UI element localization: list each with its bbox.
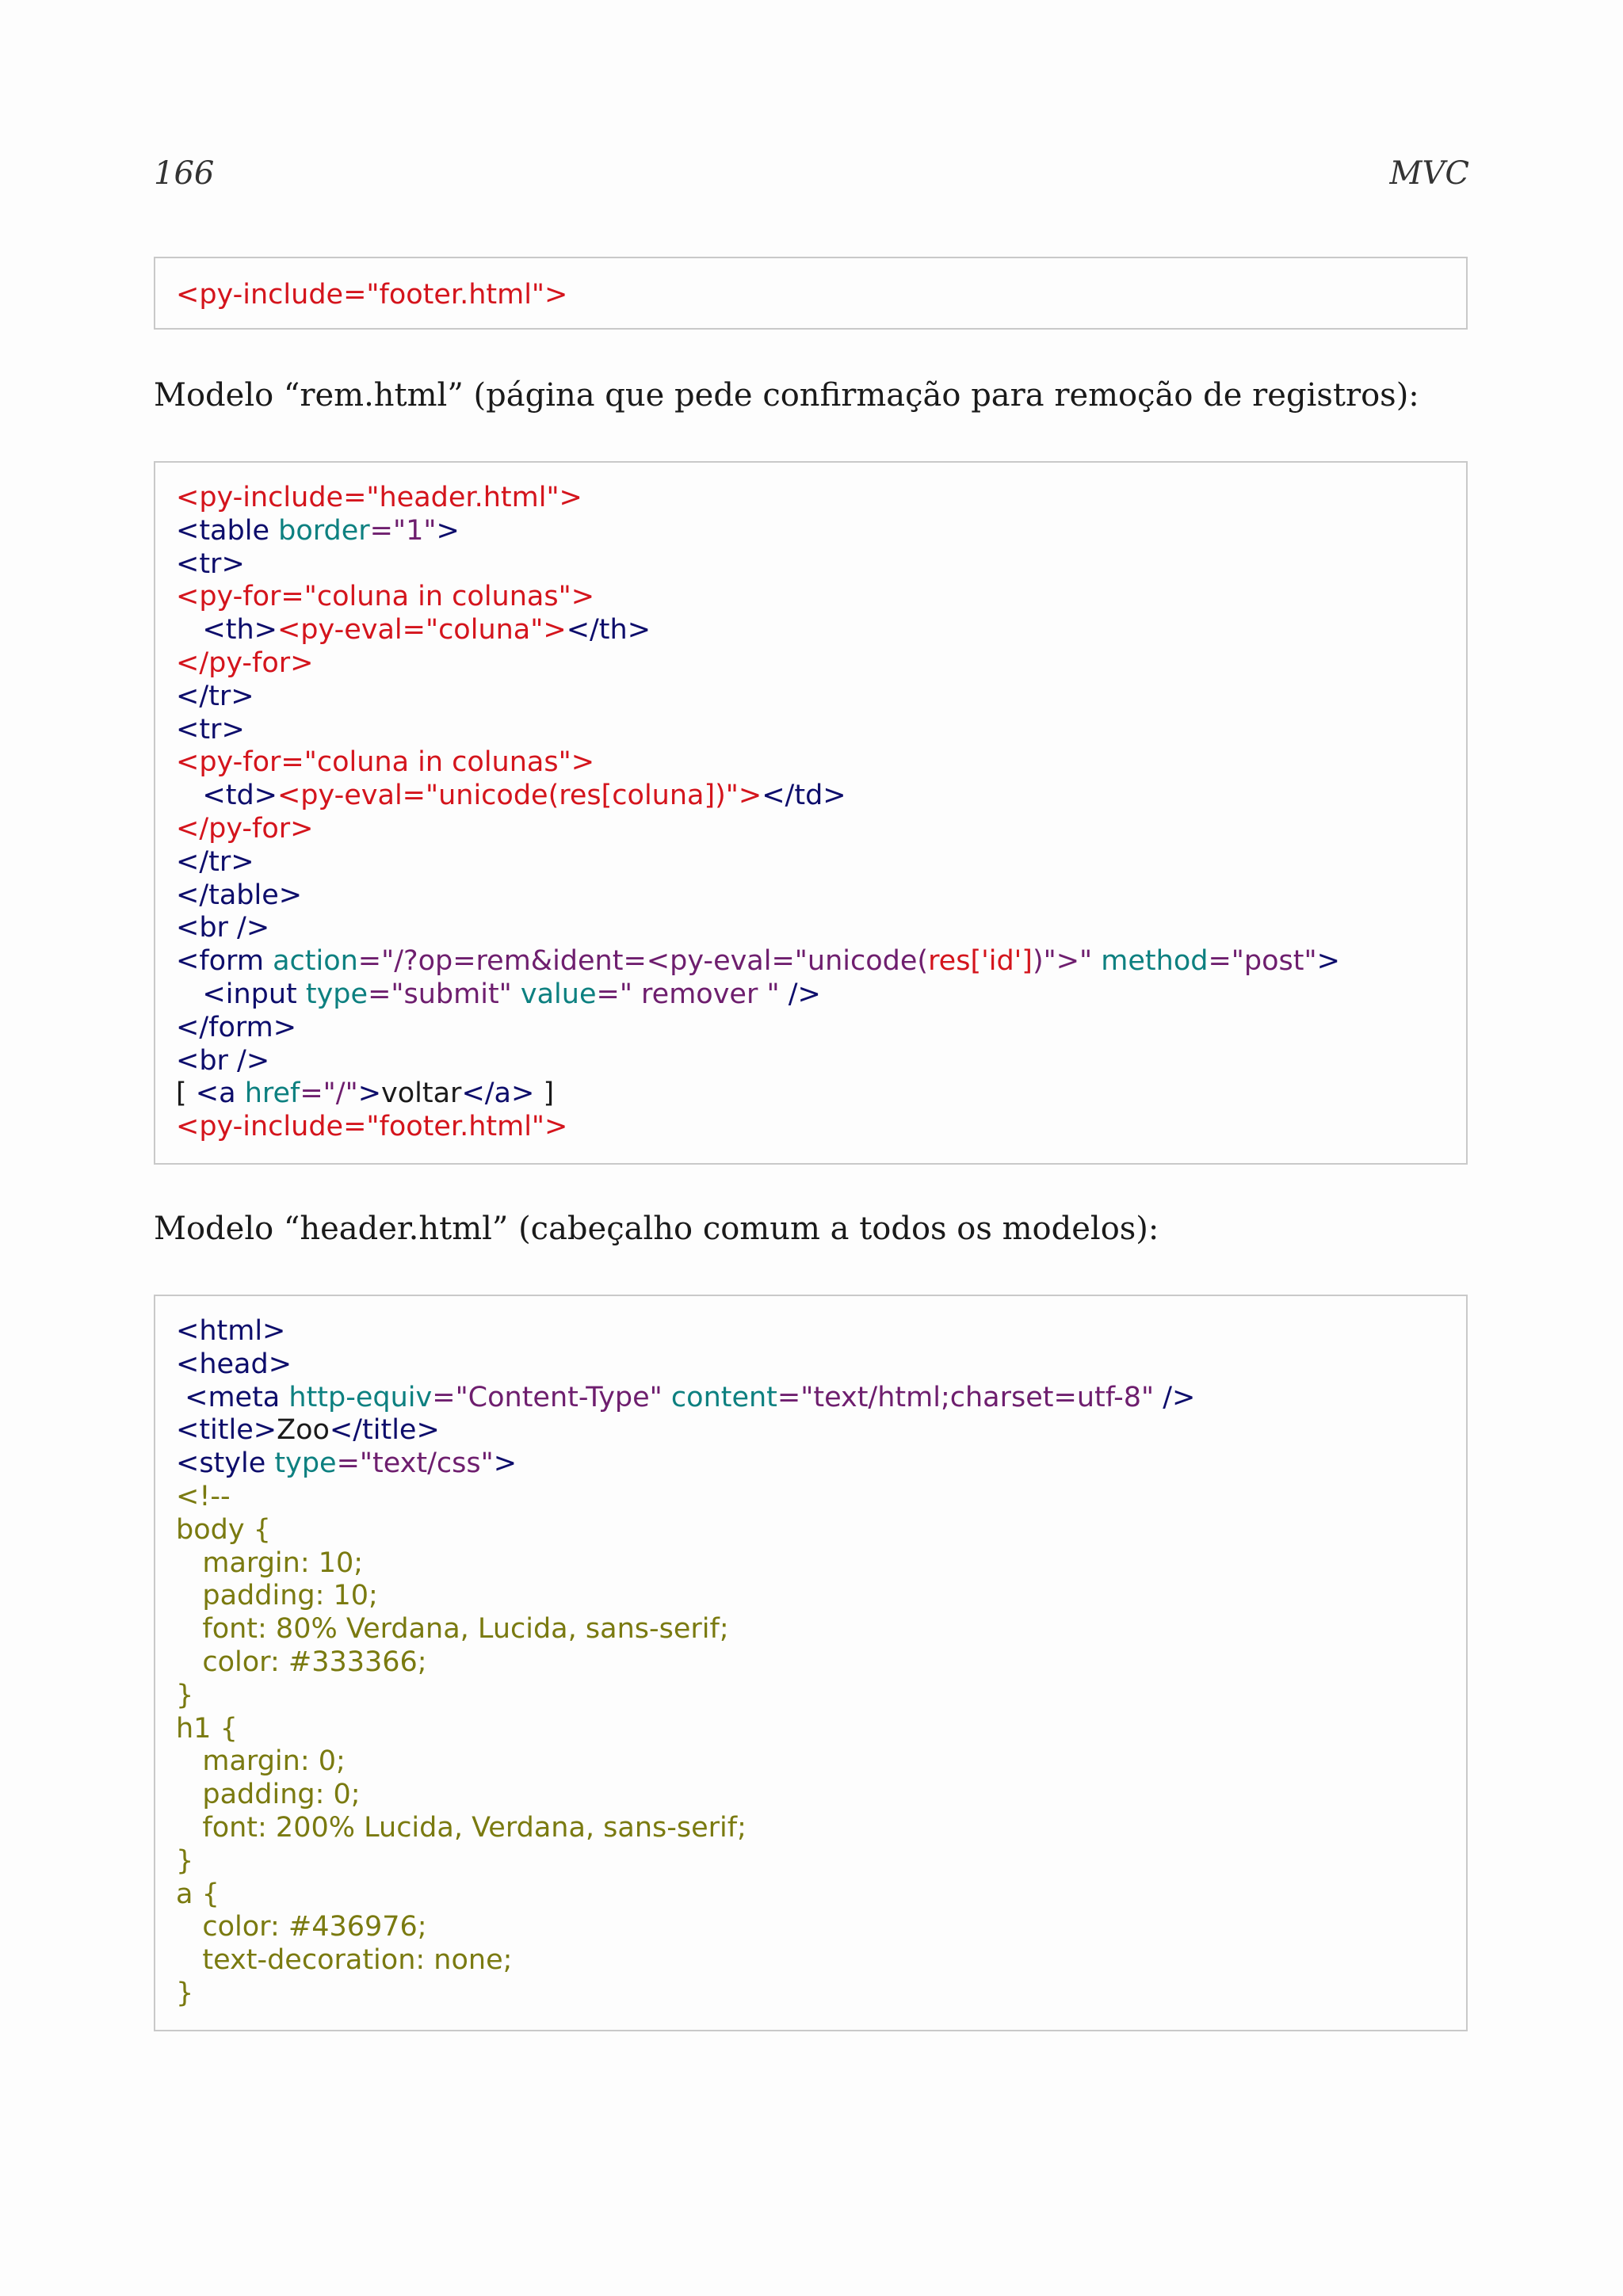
code-token: padding: 10; bbox=[176, 1580, 378, 1612]
code-token: method bbox=[1101, 945, 1209, 978]
code-line bbox=[176, 482, 1466, 515]
code-token: <a bbox=[195, 1077, 245, 1110]
code-token: [ bbox=[176, 1077, 196, 1110]
code-line bbox=[176, 879, 1466, 913]
code-token: =" remover " bbox=[596, 978, 780, 1010]
code-line bbox=[176, 647, 1466, 681]
code-token: ="Content-Type" bbox=[432, 1381, 671, 1413]
code-token: margin: 0; bbox=[176, 1745, 346, 1778]
code-line bbox=[176, 1779, 1466, 1812]
code-line bbox=[176, 1414, 1466, 1447]
code-token: ="text/css" bbox=[336, 1447, 494, 1480]
code-block-rem-html bbox=[154, 461, 1468, 1165]
code-token: <td> bbox=[202, 780, 277, 812]
code-line bbox=[176, 681, 1466, 714]
code-line bbox=[176, 548, 1466, 582]
code-line bbox=[176, 1382, 1466, 1415]
code-line bbox=[176, 813, 1466, 846]
code-token: voltar bbox=[381, 1077, 462, 1110]
code-line bbox=[176, 1447, 1466, 1481]
code-token: ="/" bbox=[300, 1077, 358, 1110]
code-token: <py-include="footer.html"> bbox=[176, 279, 568, 311]
code-line bbox=[176, 945, 1466, 978]
code-token: a { bbox=[176, 1878, 220, 1910]
code-token: text-decoration: none; bbox=[176, 1944, 513, 1977]
code-token: > bbox=[493, 1447, 517, 1480]
code-token: </table> bbox=[176, 879, 303, 911]
caption-rem-html: Modelo “rem.html” (página que pede confirmação para remoção de registros): bbox=[154, 377, 1419, 414]
code-token: <style bbox=[176, 1447, 275, 1480]
code-token: ="/?op=rem&ident=<py-eval="unicode( bbox=[357, 945, 929, 978]
code-token: )">" bbox=[1032, 945, 1093, 978]
code-token: border bbox=[278, 514, 370, 547]
page-number: 166 bbox=[154, 155, 215, 192]
code-token: ="1" bbox=[369, 514, 437, 547]
code-line bbox=[176, 1812, 1466, 1845]
code-token: <meta bbox=[176, 1381, 289, 1413]
code-token bbox=[176, 978, 202, 1010]
code-line bbox=[176, 1012, 1466, 1045]
code-token: margin: 10; bbox=[176, 1547, 364, 1579]
code-token: </py-for> bbox=[176, 812, 314, 845]
code-token: </py-for> bbox=[176, 646, 314, 679]
code-token: } bbox=[176, 1844, 194, 1877]
code-line bbox=[176, 1547, 1466, 1581]
code-token: <tr> bbox=[176, 547, 245, 580]
code-token: /> bbox=[779, 978, 821, 1010]
code-token: </title> bbox=[329, 1414, 440, 1447]
code-token: <py-eval="unicode(res[coluna])"> bbox=[277, 780, 762, 812]
code-token: <py-for="coluna in colunas"> bbox=[176, 746, 595, 779]
code-token: value bbox=[520, 978, 597, 1010]
code-token: ="submit" bbox=[368, 978, 521, 1010]
code-token: type bbox=[305, 978, 369, 1010]
code-line bbox=[176, 780, 1466, 813]
code-token: > bbox=[357, 1077, 382, 1110]
code-block-header-html bbox=[154, 1295, 1468, 2031]
code-token: ] bbox=[534, 1077, 555, 1110]
code-line bbox=[176, 614, 1466, 647]
code-token: <py-eval="coluna"> bbox=[277, 614, 567, 646]
code-token: } bbox=[176, 1977, 194, 2009]
code-line bbox=[176, 1077, 1466, 1111]
code-token: } bbox=[176, 1679, 194, 1711]
code-line bbox=[176, 1745, 1466, 1779]
code-token: <py-include="header.html"> bbox=[176, 482, 582, 513]
code-token: <table bbox=[176, 514, 279, 547]
code-token: <html> bbox=[176, 1315, 286, 1347]
code-token: <head> bbox=[176, 1348, 292, 1380]
code-line bbox=[176, 846, 1466, 879]
code-token: font: 80% Verdana, Lucida, sans-serif; bbox=[176, 1613, 729, 1646]
code-token: > bbox=[436, 514, 460, 547]
code-token: <tr> bbox=[176, 713, 245, 746]
code-token: <title> bbox=[176, 1414, 277, 1447]
code-token: </th> bbox=[566, 614, 651, 646]
code-token bbox=[176, 614, 202, 646]
code-line bbox=[176, 912, 1466, 945]
code-token bbox=[176, 780, 202, 811]
code-token: padding: 0; bbox=[176, 1779, 361, 1811]
code-line bbox=[176, 1045, 1466, 1078]
code-token: res['id'] bbox=[928, 945, 1033, 978]
code-line bbox=[176, 1944, 1466, 1978]
code-token: </a> bbox=[461, 1077, 535, 1110]
code-token bbox=[1092, 945, 1101, 977]
code-line bbox=[176, 1580, 1466, 1613]
code-token: <br /> bbox=[176, 1044, 270, 1077]
code-token: http-equiv bbox=[288, 1381, 433, 1413]
code-token: <th> bbox=[202, 614, 277, 646]
code-token: <py-for="coluna in colunas"> bbox=[176, 581, 595, 613]
code-line bbox=[176, 714, 1466, 747]
code-token: color: #436976; bbox=[176, 1911, 427, 1943]
code-token: ="text/html;charset=utf-8" bbox=[777, 1381, 1155, 1413]
code-line bbox=[176, 1646, 1466, 1680]
code-line bbox=[176, 279, 1466, 312]
code-line bbox=[176, 1978, 1466, 2011]
code-line bbox=[176, 1878, 1466, 1912]
code-token: <form bbox=[176, 945, 273, 978]
code-line bbox=[176, 978, 1466, 1012]
code-token: </tr> bbox=[176, 680, 254, 712]
code-token: </td> bbox=[762, 780, 846, 812]
code-line bbox=[176, 1111, 1466, 1144]
code-token: <py-include="footer.html"> bbox=[176, 1111, 568, 1143]
code-token: h1 { bbox=[176, 1712, 238, 1745]
code-line bbox=[176, 1613, 1466, 1646]
code-line bbox=[176, 1713, 1466, 1746]
code-token: content bbox=[670, 1381, 777, 1413]
code-token: body { bbox=[176, 1513, 271, 1546]
caption-header-html: Modelo “header.html” (cabeçalho comum a todos os modelos): bbox=[154, 1211, 1159, 1247]
code-line bbox=[176, 515, 1466, 548]
code-token: type bbox=[274, 1447, 337, 1480]
code-token: </form> bbox=[176, 1011, 297, 1043]
code-line bbox=[176, 746, 1466, 780]
code-token: /> bbox=[1154, 1381, 1196, 1413]
code-token: color: #333366; bbox=[176, 1646, 427, 1678]
code-token: <br /> bbox=[176, 912, 270, 944]
code-line bbox=[176, 1845, 1466, 1878]
code-token: font: 200% Lucida, Verdana, sans-serif; bbox=[176, 1811, 747, 1844]
code-token: <input bbox=[202, 978, 306, 1010]
running-title: MVC bbox=[1389, 155, 1469, 192]
code-token: > bbox=[1316, 945, 1340, 978]
code-token: action bbox=[273, 945, 358, 978]
code-line bbox=[176, 581, 1466, 614]
code-line bbox=[176, 1680, 1466, 1713]
code-block-footer-include bbox=[154, 257, 1468, 330]
code-token: ="post" bbox=[1208, 945, 1317, 978]
code-line bbox=[176, 1911, 1466, 1944]
code-token: Zoo bbox=[277, 1414, 330, 1447]
code-line bbox=[176, 1348, 1466, 1382]
code-line bbox=[176, 1481, 1466, 1514]
code-token: <!-- bbox=[176, 1480, 231, 1512]
code-line bbox=[176, 1514, 1466, 1547]
code-token: </tr> bbox=[176, 845, 254, 878]
code-token: href bbox=[244, 1077, 300, 1110]
code-line bbox=[176, 1315, 1466, 1348]
